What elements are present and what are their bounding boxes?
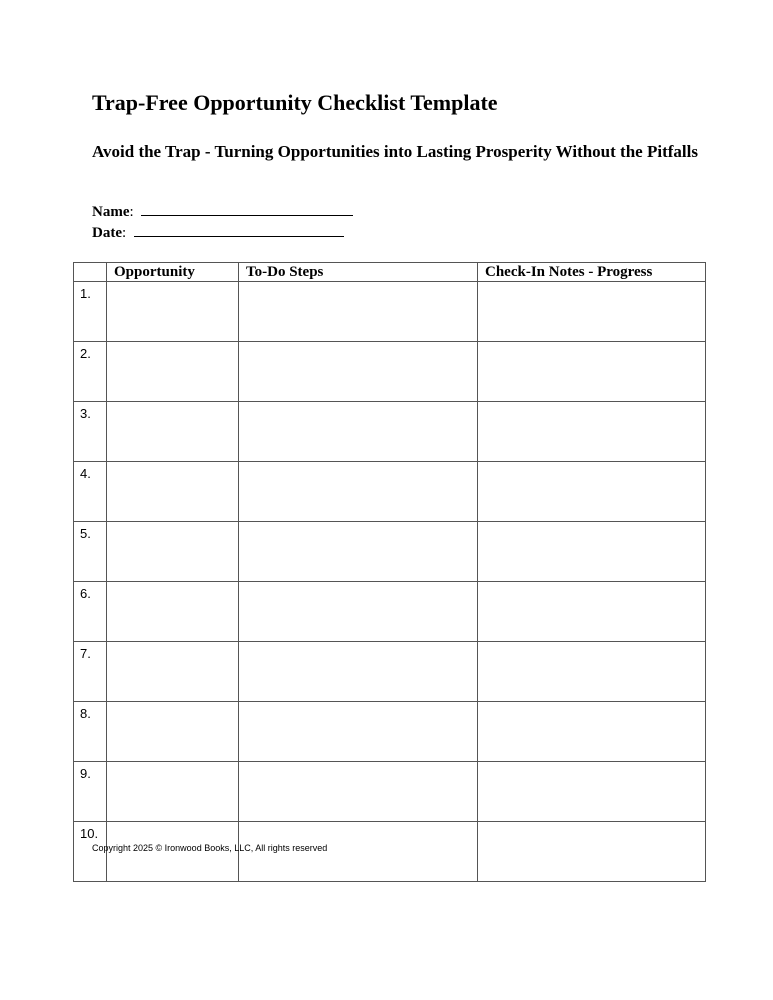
date-blank-line[interactable]	[134, 224, 344, 237]
row-number: 9.	[74, 762, 107, 822]
opportunity-cell[interactable]	[107, 402, 239, 462]
todo-steps-cell[interactable]	[239, 282, 478, 342]
checkin-notes-cell[interactable]	[478, 282, 706, 342]
opportunity-cell[interactable]	[107, 522, 239, 582]
checkin-notes-cell[interactable]	[478, 462, 706, 522]
table-row	[74, 402, 706, 462]
todo-steps-cell[interactable]	[239, 642, 478, 702]
checkin-notes-cell[interactable]	[478, 522, 706, 582]
row-number: 7.	[74, 642, 107, 702]
name-label: Name	[92, 204, 130, 220]
checkin-notes-cell[interactable]	[478, 822, 706, 882]
todo-steps-cell[interactable]	[239, 582, 478, 642]
header-todo-steps: To-Do Steps	[239, 263, 478, 282]
opportunity-cell[interactable]	[107, 282, 239, 342]
table-row	[74, 702, 706, 762]
checkin-notes-cell[interactable]	[478, 642, 706, 702]
todo-steps-cell[interactable]	[239, 342, 478, 402]
table-row	[74, 342, 706, 402]
row-number: 4.	[74, 462, 107, 522]
todo-steps-cell[interactable]	[239, 462, 478, 522]
page-subtitle: Avoid the Trap - Turning Opportunities into Lasting Prosperity Without the Pitfalls	[92, 142, 698, 161]
todo-steps-cell[interactable]	[239, 402, 478, 462]
row-number: 5.	[74, 522, 107, 582]
page-title: Trap-Free Opportunity Checklist Template	[92, 90, 498, 115]
name-field: Name:	[92, 203, 353, 221]
table-row	[74, 522, 706, 582]
copyright-footer: Copyright 2025 © Ironwood Books, LLC, All rights reserved	[92, 843, 328, 853]
opportunity-cell[interactable]	[107, 342, 239, 402]
row-number: 8.	[74, 702, 107, 762]
header-number	[74, 263, 107, 282]
table-row	[74, 642, 706, 702]
row-number: 1.	[74, 282, 107, 342]
table-row	[74, 762, 706, 822]
table-row	[74, 462, 706, 522]
date-label: Date	[92, 225, 122, 241]
checkin-notes-cell[interactable]	[478, 582, 706, 642]
opportunity-cell[interactable]	[107, 582, 239, 642]
table-header-row	[74, 263, 706, 282]
date-field: Date:	[92, 224, 344, 242]
row-number: 3.	[74, 402, 107, 462]
opportunity-cell[interactable]	[107, 762, 239, 822]
header-checkin-notes: Check-In Notes - Progress	[478, 263, 706, 282]
todo-steps-cell[interactable]	[239, 762, 478, 822]
opportunity-cell[interactable]	[107, 462, 239, 522]
checkin-notes-cell[interactable]	[478, 342, 706, 402]
todo-steps-cell[interactable]	[239, 522, 478, 582]
opportunity-cell[interactable]	[107, 642, 239, 702]
header-opportunity: Opportunity	[107, 263, 239, 282]
checklist-table	[73, 262, 706, 882]
row-number: 6.	[74, 582, 107, 642]
checkin-notes-cell[interactable]	[478, 702, 706, 762]
checkin-notes-cell[interactable]	[478, 762, 706, 822]
checkin-notes-cell[interactable]	[478, 402, 706, 462]
todo-steps-cell[interactable]	[239, 702, 478, 762]
row-number: 2.	[74, 342, 107, 402]
table-row	[74, 582, 706, 642]
opportunity-cell[interactable]	[107, 702, 239, 762]
row-number: 10.	[74, 822, 107, 882]
table-row	[74, 282, 706, 342]
name-blank-line[interactable]	[141, 203, 353, 216]
